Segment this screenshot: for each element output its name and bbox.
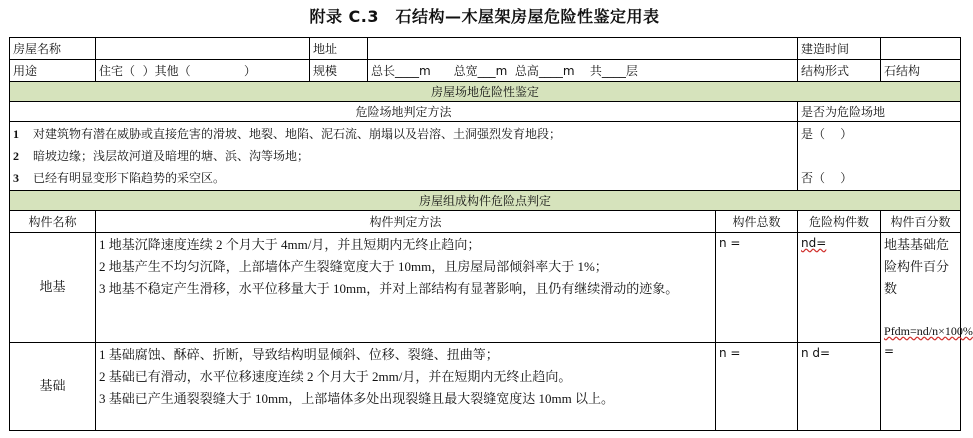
percent-label: 地基基础危险构件百分数 <box>884 238 950 297</box>
site-criterion-item: 3 已经有明显变形下陷趋势的采空区。 <box>13 171 226 185</box>
site-section-header: 房屋场地危险性鉴定 <box>10 82 961 102</box>
component-total-field[interactable]: n = <box>716 233 798 343</box>
danger-count-field[interactable] <box>798 233 881 343</box>
percent-equals[interactable]: = <box>884 344 895 358</box>
structure-label: 结构形式 <box>798 60 881 82</box>
component-column-header-row <box>10 211 961 233</box>
site-criterion-item: 2 暗坡边缘；浅层故河道及暗埋的塘、浜、沟等场地； <box>13 149 310 163</box>
component-method-list <box>96 343 716 431</box>
site-no-option[interactable]: 否（ ） <box>801 171 853 185</box>
percent-cell <box>881 233 973 431</box>
address-label: 地址 <box>310 38 368 60</box>
method-item: 2 地基产生不均匀沉降，上部墙体产生裂缝宽度大于 10mm，且房屋局部倾斜率大于 1%； <box>99 259 608 274</box>
col-danger-count: 危险构件数 <box>798 211 881 233</box>
form-row-house-info <box>10 38 961 60</box>
house-name-field[interactable] <box>96 38 310 60</box>
site-method-header-row <box>10 102 961 122</box>
danger-count-field[interactable]: n d= <box>798 343 881 431</box>
method-item: 3 地基不稳定产生滑移，水平位移量大于 10mm，并对上部结构有显著影响，且仍有继续滑动的迹象。 <box>99 281 679 296</box>
build-time-label: 建造时间 <box>798 38 881 60</box>
component-total-field[interactable]: n = <box>716 343 798 431</box>
col-component-name: 构件名称 <box>10 211 96 233</box>
component-section-header: 房屋组成构件危险点判定 <box>10 191 961 211</box>
method-item: 1 基础腐蚀、酥碎、折断，导致结构明显倾斜、位移、裂缝、扭曲等； <box>99 347 499 362</box>
scale-label: 规模 <box>310 60 368 82</box>
site-criterion-item: 1 对建筑物有潜在威胁或直接危害的滑坡、地裂、地陷、泥石流、崩塌以及岩溶、土洞强烈发育地段； <box>13 127 562 141</box>
build-time-field[interactable] <box>881 38 961 60</box>
page-title: 附录 C.3 石结构—木屋架房屋危险性鉴定用表 <box>309 7 660 26</box>
component-name: 地基 <box>10 233 96 343</box>
usage-label: 用途 <box>10 60 96 82</box>
col-component-method: 构件判定方法 <box>96 211 716 233</box>
col-component-percent: 构件百分数 <box>881 211 961 233</box>
site-yes-option[interactable]: 是（ ） <box>801 127 853 141</box>
site-criteria-row <box>10 122 961 191</box>
component-row-foundation-soil <box>10 233 961 343</box>
col-component-total: 构件总数 <box>716 211 798 233</box>
address-field[interactable] <box>368 38 798 60</box>
form-row-usage <box>10 60 961 82</box>
site-danger-choice <box>798 122 961 191</box>
component-section-header-row <box>10 191 961 211</box>
component-method-list <box>96 233 716 343</box>
site-criteria-list <box>10 122 798 191</box>
appraisal-form-table <box>9 37 973 431</box>
method-item: 1 地基沉降速度连续 2 个月大于 4mm/月，并且短期内无终止趋向； <box>99 237 481 252</box>
percent-formula: Pfdm=nd/n×100% <box>884 324 973 338</box>
site-method-header: 危险场地判定方法 <box>10 102 798 122</box>
component-row-foundation <box>10 343 961 431</box>
method-item: 2 基础已有滑动，水平位移速度连续 2 个月大于 2mm/月，并在短期内无终止趋向。 <box>99 369 572 384</box>
site-section-header-row <box>10 82 961 102</box>
method-item: 3 基础已产生通裂裂缝大于 10mm，上部墙体多处出现裂缝且最大裂缝宽度达 10mm 以上。 <box>99 391 614 406</box>
danger-count-label: nd= <box>801 236 827 250</box>
structure-value: 石结构 <box>881 60 961 82</box>
component-name: 基础 <box>10 343 96 431</box>
house-name-label: 房屋名称 <box>10 38 96 60</box>
scale-field[interactable]: 总长____m 总宽___m 总高____m 共____层 <box>368 60 798 82</box>
usage-field[interactable]: 住宅（ ）其他（ ） <box>96 60 310 82</box>
site-is-danger-header: 是否为危险场地 <box>798 102 961 122</box>
